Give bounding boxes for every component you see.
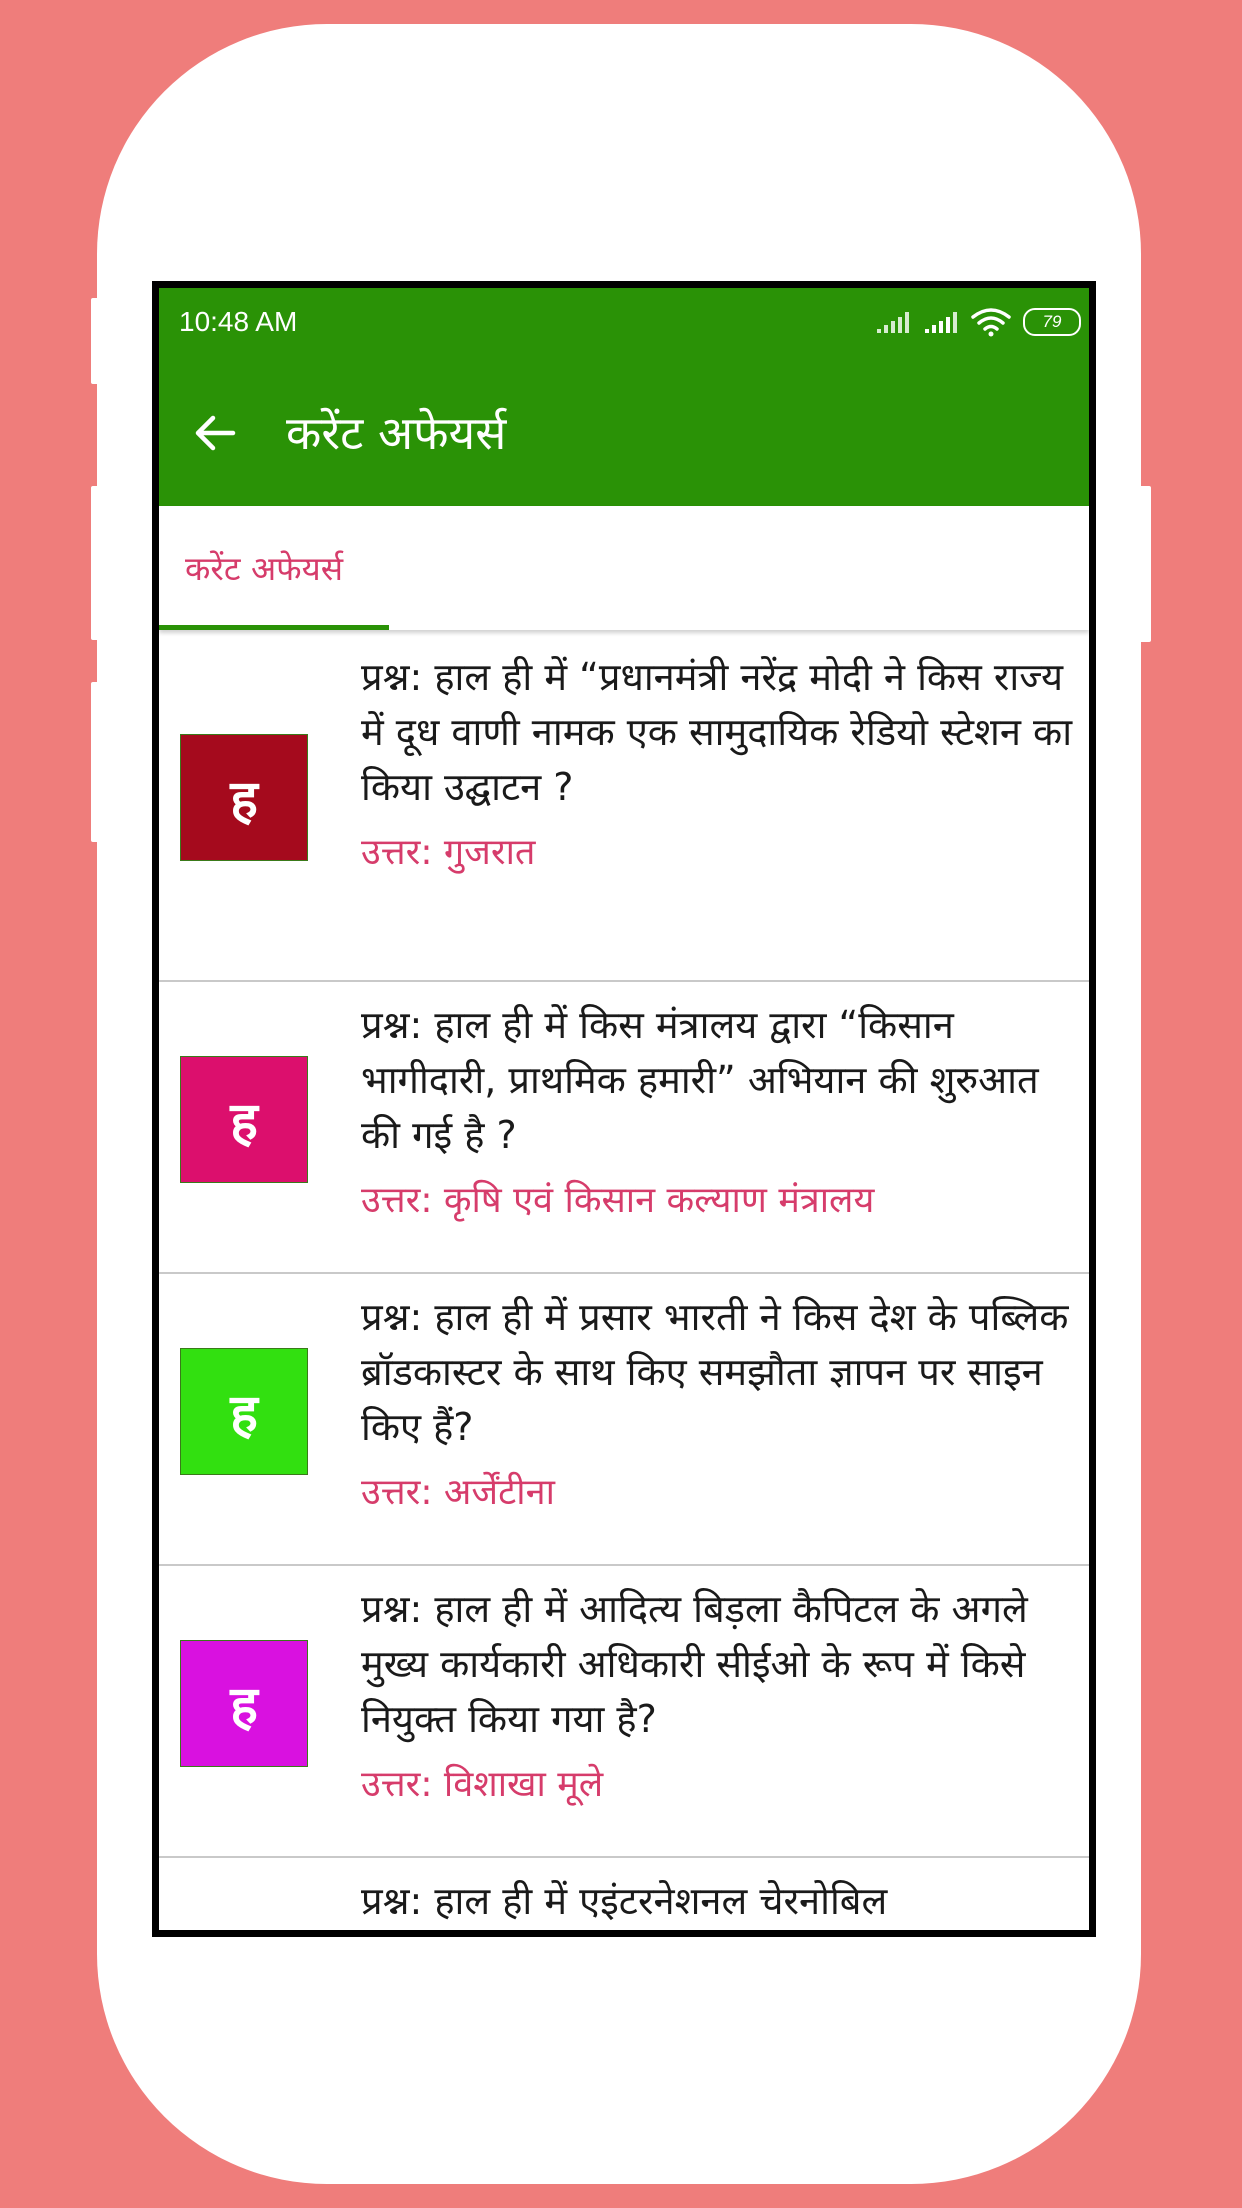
- tab-label: करेंट अफेयर्स: [185, 549, 344, 588]
- status-time: 10:48 AM: [179, 306, 298, 337]
- app-bar: [159, 288, 1089, 506]
- question-text: प्रश्न: हाल ही में एइंटरनेशनल चेरनोबिल: [361, 1879, 888, 1923]
- phone-side-button: [91, 298, 103, 384]
- avatar: ह: [180, 1056, 308, 1183]
- answer-text: उत्तर: अर्जेंटीना: [361, 1472, 555, 1513]
- phone-side-button: [91, 682, 103, 842]
- avatar: ह: [180, 1640, 308, 1767]
- status-icons: [875, 304, 1081, 340]
- question-text: प्रश्न: हाल ही में आदित्य बिड़ला कैपिटल के अगले मुख्य कार्यकारी अधिकारी सीईओ के रूप में किसे नियुक्त किया गया है?: [361, 1587, 1028, 1741]
- question-list[interactable]: [159, 630, 1089, 1937]
- tab-bar: [159, 506, 1089, 630]
- back-button[interactable]: [185, 403, 245, 463]
- page-title: करेंट अफेयर्स: [286, 406, 507, 460]
- list-item[interactable]: [159, 630, 1089, 982]
- question-text: प्रश्न: हाल ही में “प्रधानमंत्री नरेंद्र मोदी ने किस राज्य में दूध वाणी नामक एक सामुदायिक रेडियो स्टेशन का किया उद्घाटन ?: [361, 655, 1073, 809]
- avatar: ह: [180, 734, 308, 861]
- battery-icon: 79: [1023, 308, 1081, 336]
- answer-text: उत्तर: गुजरात: [361, 832, 536, 873]
- signal-icon: [875, 309, 911, 335]
- list-item[interactable]: [159, 1858, 1089, 1937]
- tab-current-affairs[interactable]: [159, 506, 389, 630]
- phone-side-button: [91, 486, 103, 640]
- app-screen: [152, 281, 1096, 1937]
- answer-text: उत्तर: कृषि एवं किसान कल्याण मंत्रालय: [361, 1180, 875, 1221]
- question-text: प्रश्न: हाल ही में किस मंत्रालय द्वारा “किसान भागीदारी, प्राथमिक हमारी” अभियान की शुरुआत की गई है ?: [361, 1003, 1039, 1157]
- tab-indicator: [159, 625, 389, 630]
- list-item[interactable]: [159, 982, 1089, 1274]
- list-item[interactable]: [159, 1274, 1089, 1566]
- avatar: ह: [180, 1348, 308, 1475]
- answer-text: उत्तर: विशाखा मूले: [361, 1764, 604, 1805]
- question-text: प्रश्न: हाल ही में प्रसार भारती ने किस देश के पब्लिक ब्रॉडकास्टर के साथ किए समझौता ज्ञापन पर साइन किए हैं?: [361, 1295, 1069, 1449]
- phone-side-button: [1139, 486, 1151, 642]
- arrow-left-icon: [193, 413, 237, 453]
- wifi-icon: [971, 307, 1011, 337]
- signal-icon: [923, 309, 959, 335]
- list-item[interactable]: [159, 1566, 1089, 1858]
